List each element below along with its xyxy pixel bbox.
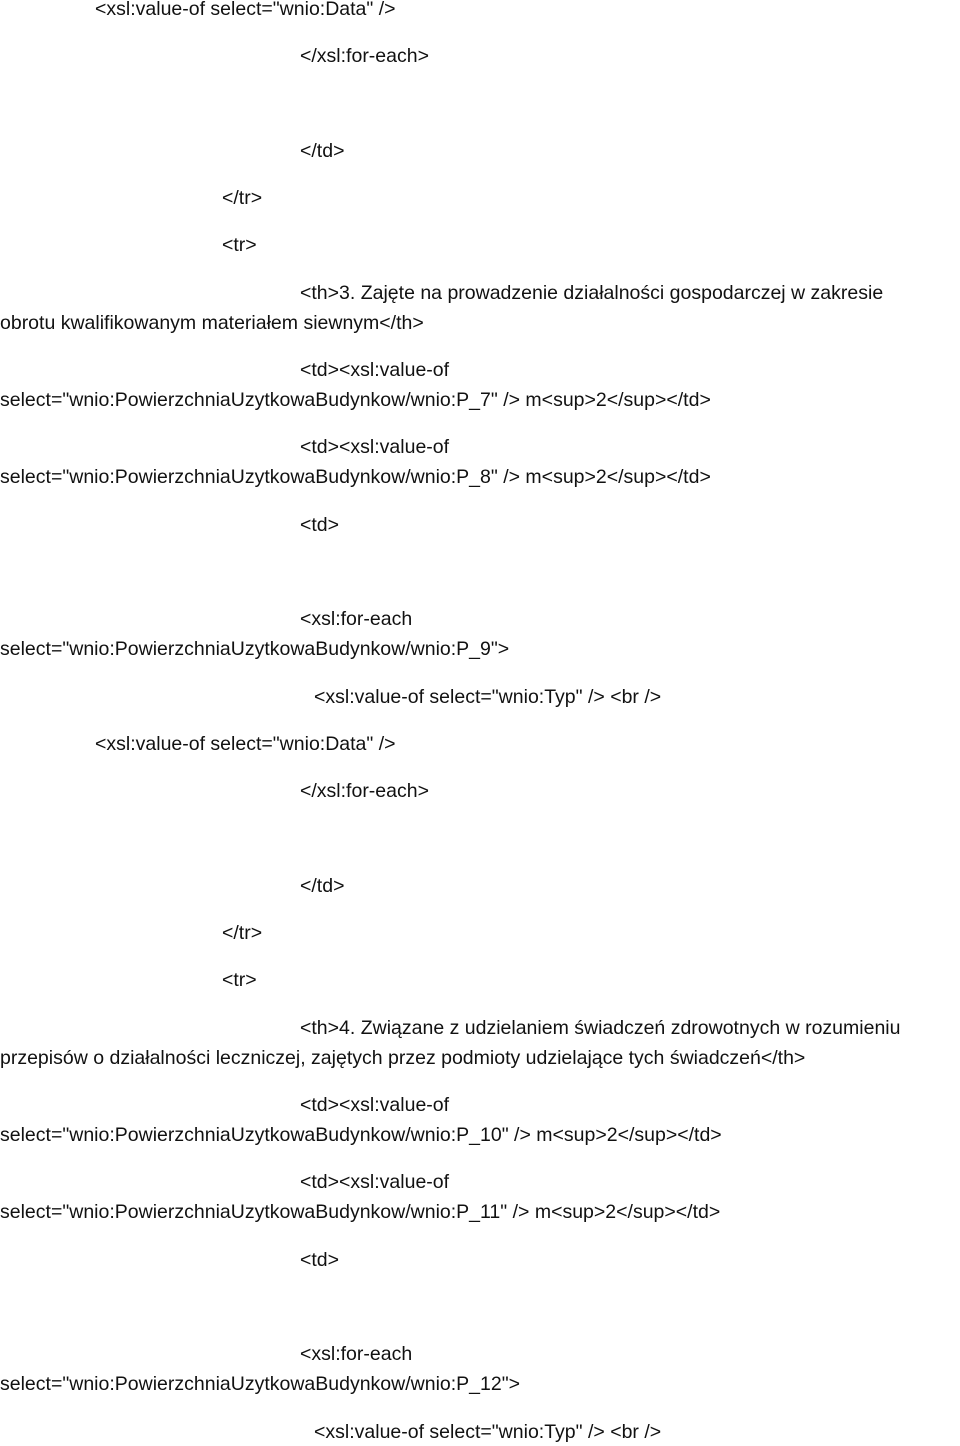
- code-line: </td>: [300, 140, 345, 162]
- code-line: <td>: [300, 514, 340, 536]
- code-line: <tr>: [222, 234, 257, 256]
- code-line: select="wnio:PowierzchniaUzytkowaBudynkow/wnio:P_9">: [0, 638, 510, 660]
- code-line: <td>: [300, 1249, 340, 1271]
- code-line: select="wnio:PowierzchniaUzytkowaBudynkow/wnio:P_10" /> m<sup>2</sup></td>: [0, 1124, 722, 1146]
- code-line: select="wnio:PowierzchniaUzytkowaBudynkow/wnio:P_11" /> m<sup>2</sup></td>: [0, 1201, 721, 1223]
- code-line: select="wnio:PowierzchniaUzytkowaBudynkow/wnio:P_7" /> m<sup>2</sup></td>: [0, 389, 711, 411]
- code-line: </xsl:for-each>: [300, 780, 429, 802]
- code-line: <th>4. Związane z udzielaniem świadczeń zdrowotnych w rozumieniu: [300, 1017, 901, 1039]
- code-line: <tr>: [222, 969, 257, 991]
- code-line: <xsl:value-of select="wnio:Data" />: [95, 733, 396, 755]
- code-line: <xsl:for-each: [300, 608, 413, 630]
- code-line: <xsl:for-each: [300, 1343, 413, 1365]
- code-line: <xsl:value-of select="wnio:Typ" /> <br />: [314, 686, 662, 708]
- code-line: <td><xsl:value-of: [300, 1171, 450, 1193]
- code-line: </td>: [300, 875, 345, 897]
- code-line: </tr>: [222, 187, 263, 209]
- code-line: </tr>: [222, 922, 263, 944]
- code-line: <td><xsl:value-of: [300, 436, 450, 458]
- code-line: przepisów o działalności leczniczej, zajętych przez podmioty udzielające tych świadczeń</th>: [0, 1047, 806, 1069]
- code-line: select="wnio:PowierzchniaUzytkowaBudynkow/wnio:P_8" /> m<sup>2</sup></td>: [0, 466, 711, 488]
- code-line: <td><xsl:value-of: [300, 1094, 450, 1116]
- code-line: obrotu kwalifikowanym materiałem siewnym</th>: [0, 312, 424, 334]
- code-line: <xsl:value-of select="wnio:Typ" /> <br />: [314, 1421, 662, 1443]
- code-line: select="wnio:PowierzchniaUzytkowaBudynkow/wnio:P_12">: [0, 1373, 521, 1395]
- code-line: <xsl:value-of select="wnio:Data" />: [95, 0, 396, 20]
- code-line: </xsl:for-each>: [300, 45, 429, 67]
- code-line: <td><xsl:value-of: [300, 359, 450, 381]
- code-line: <th>3. Zajęte na prowadzenie działalności gospodarczej w zakresie: [300, 282, 884, 304]
